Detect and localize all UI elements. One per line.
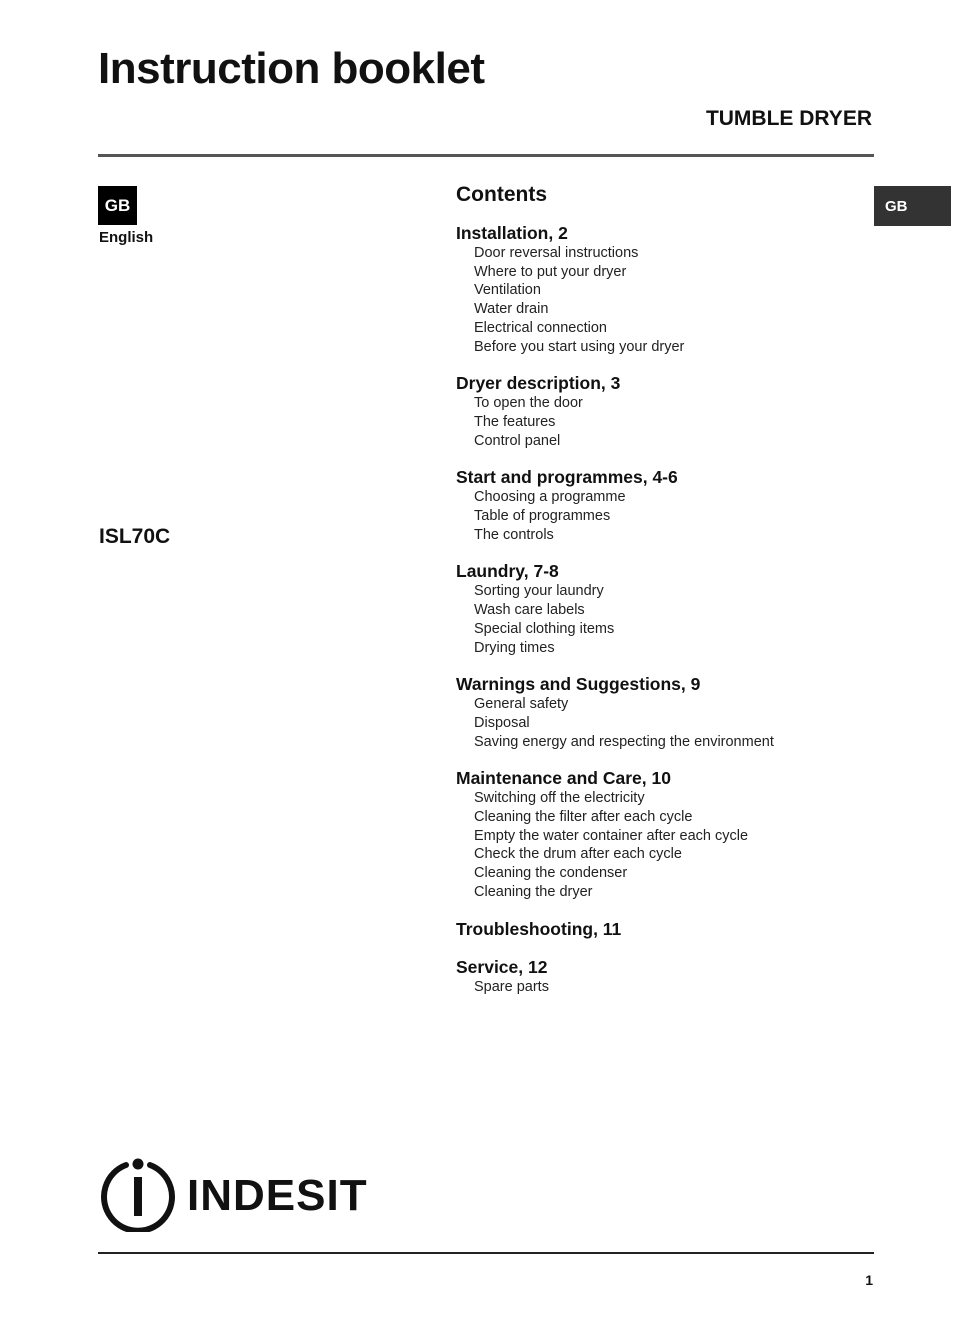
indesit-logo (99, 1156, 369, 1232)
language-side-tab: GB (874, 186, 951, 226)
section-items (456, 394, 856, 450)
list-item: Wash care labels (474, 602, 585, 619)
list-item: Drying times (474, 639, 555, 656)
list-item: Sorting your laundry (474, 583, 604, 600)
list-item: The controls (474, 526, 554, 543)
section-title: Dryer description, 3 (456, 373, 621, 394)
list-item: Before you start using your dryer (474, 338, 685, 355)
section-title: Start and programmes, 4-6 (456, 467, 678, 488)
section-title: Warnings and Suggestions, 9 (456, 674, 701, 695)
product-type: TUMBLE DRYER (705, 107, 872, 130)
list-item: Choosing a programme (474, 489, 626, 506)
list-item: Ventilation (474, 282, 541, 299)
header-divider (98, 154, 874, 157)
model-number: ISL70C (99, 525, 171, 548)
section-items (456, 978, 856, 997)
list-item: Switching off the electricity (474, 790, 645, 807)
list-item: Cleaning the filter after each cycle (474, 809, 693, 826)
contents-section (456, 918, 856, 940)
list-item: Where to put your dryer (474, 263, 627, 280)
contents-section (456, 673, 856, 751)
list-item: Water drain (474, 301, 549, 318)
section-title: Laundry, 7-8 (456, 561, 559, 582)
contents-section (456, 372, 856, 450)
contents-sections (456, 222, 856, 996)
contents-section (456, 466, 856, 544)
section-title: Troubleshooting, 11 (456, 918, 622, 939)
contents-heading: Contents (456, 183, 547, 206)
list-item: Electrical connection (474, 319, 607, 336)
list-item: Control panel (474, 432, 561, 449)
table-of-contents (456, 182, 856, 1012)
page-number: 1 (865, 1272, 873, 1288)
list-item: Disposal (474, 714, 530, 731)
section-title: Service, 12 (456, 956, 548, 977)
list-item: To open the door (474, 395, 583, 412)
list-item: General safety (474, 696, 569, 713)
language-badge: GB (98, 186, 137, 225)
list-item: The features (474, 413, 556, 430)
page-title: Instruction booklet (98, 44, 485, 93)
indesit-i-logo-icon (104, 1159, 172, 1231)
list-item: Table of programmes (474, 508, 611, 525)
list-item: Spare parts (474, 978, 549, 995)
section-items (456, 695, 856, 751)
list-item: Cleaning the condenser (474, 865, 628, 882)
indesit-wordmark: INDESIT (187, 1171, 368, 1220)
section-items (456, 582, 856, 657)
section-items (456, 789, 856, 901)
list-item: Special clothing items (474, 620, 615, 637)
section-title: Installation, 2 (456, 223, 568, 243)
list-item: Empty the water container after each cycle (474, 827, 749, 844)
section-title: Maintenance and Care, 10 (456, 768, 671, 789)
list-item: Saving energy and respecting the environment (474, 733, 774, 750)
language-label: English (99, 229, 154, 246)
section-items (456, 244, 856, 356)
contents-section (456, 767, 856, 901)
list-item: Door reversal instructions (474, 245, 639, 261)
contents-section (456, 222, 856, 356)
footer-divider (98, 1252, 874, 1254)
section-items (456, 488, 856, 544)
contents-section (456, 560, 856, 657)
list-item: Cleaning the dryer (474, 883, 593, 900)
list-item: Check the drum after each cycle (474, 846, 682, 863)
contents-section (456, 956, 856, 997)
